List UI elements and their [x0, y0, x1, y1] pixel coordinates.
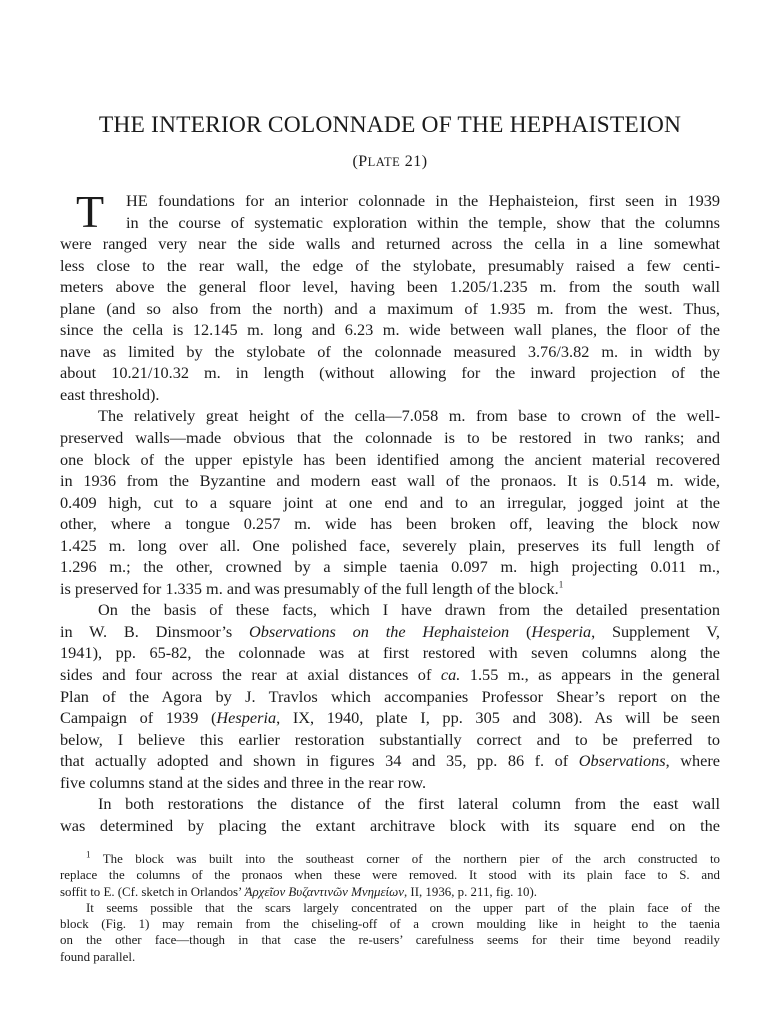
p1-line: HE foundations for an interior colonnade in the Hephaisteion, first seen in 1939 [126, 191, 720, 210]
plate-number: 21) [400, 153, 428, 170]
footnote-ref: 1 [558, 579, 564, 590]
drop-cap: T [75, 186, 105, 237]
page [60, 0, 720, 1024]
p2-line: 0.409 high, cut to a square joint at one end and to an irregular, jogged joint at the [60, 492, 720, 512]
p1-line: in the course of systematic exploration within the temple, show that the columns [126, 212, 720, 232]
p2-line: preserved walls—made obvious that the colonnade is to be restored in two ranks; and [60, 428, 720, 448]
p1-line: plane (and so also from the north) and a maximum of 1.935 m. from the west. Thus, [60, 298, 720, 318]
p3-line [60, 621, 720, 643]
p2-line: one block of the upper epistyle has been identified among the ancient material recovered [60, 449, 720, 469]
footnote-line: It seems possible that the scars largely concentrated on the upper part of the plain face of the [86, 900, 720, 915]
footnote-line [60, 884, 720, 900]
p3-line [60, 750, 720, 772]
footnote-text: , II, 1936, p. 211, fig. 10). [403, 884, 538, 899]
p3-line: 1941), pp. 65-82, the colonnade was at first restored with seven columns along the [60, 643, 720, 663]
footnote-line [60, 851, 720, 867]
p1-line: nave as limited by the stylobate of the colonnade measured 3.76/3.82 m. in width by [60, 341, 720, 361]
p3-line: On the basis of these facts, which I have drawn from the detailed presentation [98, 600, 720, 620]
p3-text: 1.55 m., as appears in the general [460, 665, 720, 685]
footnote-mark: 1 [86, 849, 91, 860]
p2-line: 1.296 m.; the other, crowned by a simple taenia 0.097 m. high projecting 0.011 m., [60, 557, 720, 577]
p3-text: in W. B. Dinsmoor’s [60, 621, 249, 641]
p3-line [60, 664, 720, 686]
p3-line: below, I believe this earlier restoration substantially correct and to be preferred to [60, 729, 720, 749]
plate-open: (P [352, 153, 368, 170]
plate-small-caps: LATE [367, 155, 401, 169]
p1-line: about 10.21/10.32 m. in length (without allowing for the inward projection of the [60, 363, 720, 383]
p4-line: In both restorations the distance of the first lateral column from the east wall [98, 794, 720, 814]
p4-line: was determined by placing the extant architrave block with its square end on the [60, 815, 720, 835]
p2-line: in 1936 from the Byzantine and modern east wall of the pronaos. It is 0.514 m. wide, [60, 471, 720, 491]
p2-line: 1.425 m. long over all. One polished face, severely plain, preserves its full length of [60, 535, 720, 555]
book-title: Observations on the Hephaisteion [249, 621, 510, 641]
p1-line: meters above the general floor level, having been 1.205/1.235 m. from the south wall [60, 277, 720, 297]
journal-title: Hesperia [531, 621, 592, 641]
p3-text: ( [509, 621, 532, 641]
p1-line: were ranged very near the side walls and returned across the cella in a line somewhat [60, 234, 720, 254]
journal-title: Hesperia [216, 708, 277, 728]
footnotes [60, 851, 720, 965]
footnote-text: soffit to E. (Cf. sketch in Orlandos’ [60, 884, 245, 899]
p2-line: The relatively great height of the cella—7.058 m. from base to crown of the well- [98, 406, 720, 426]
plate-reference [60, 153, 720, 171]
p2-line: other, where a tongue 0.257 m. wide has been broken off, leaving the block now [60, 514, 720, 534]
p3-text: , IX, 1940, plate I, pp. 305 and 308). As will be seen [276, 708, 720, 728]
footnote-line: block (Fig. 1) may remain from the chiseling-off of a crown moulding like in height to the taenia [60, 917, 720, 932]
p2-last-text: is preserved for 1.335 m. and was presumably of the full length of the block. [60, 578, 559, 598]
body-text [60, 186, 720, 836]
footnote-line: found parallel. [60, 949, 136, 964]
p3-line: Plan of the Agora by J. Travlos which accompanies Professor Shear’s report on the [60, 686, 720, 706]
p3-line: five columns stand at the sides and three in the rear row. [60, 772, 427, 792]
p3-text: , Supplement V, [591, 621, 720, 641]
abbreviation: ca. [440, 665, 461, 685]
footnote-text: The block was built into the southeast corner of the northern pier of the arch constructed to [90, 852, 720, 866]
p3-text: , where [665, 751, 720, 771]
p3-line [60, 707, 720, 729]
p2-line [60, 578, 720, 600]
p3-text: Campaign of 1939 ( [60, 708, 217, 728]
greek-title: Ἀρχεῖον Βυζαντινῶν Μνημείων [244, 884, 404, 899]
footnote-line: on the other face—though in that case the re-users’ carefulness seems for their time beyond readily [60, 933, 720, 948]
article-title: THE INTERIOR COLONNADE OF THE HEPHAISTEION [98, 112, 682, 138]
p1-line: less close to the rear wall, the edge of the stylobate, presumably raised a few centi- [60, 255, 720, 275]
book-title: Observations [578, 751, 666, 771]
p3-text: that actually adopted and shown in figures 34 and 35, pp. 86 f. of [60, 751, 579, 771]
p3-text: sides and four across the rear at axial distances of [60, 665, 441, 685]
p1-line: since the cella is 12.145 m. long and 6.23 m. wide between wall planes, the floor of the [60, 320, 720, 340]
footnote-line: replace the columns of the pronaos when these were removed. It stood with its plain face to S. and [60, 868, 720, 883]
p1-line: east threshold). [60, 384, 160, 404]
